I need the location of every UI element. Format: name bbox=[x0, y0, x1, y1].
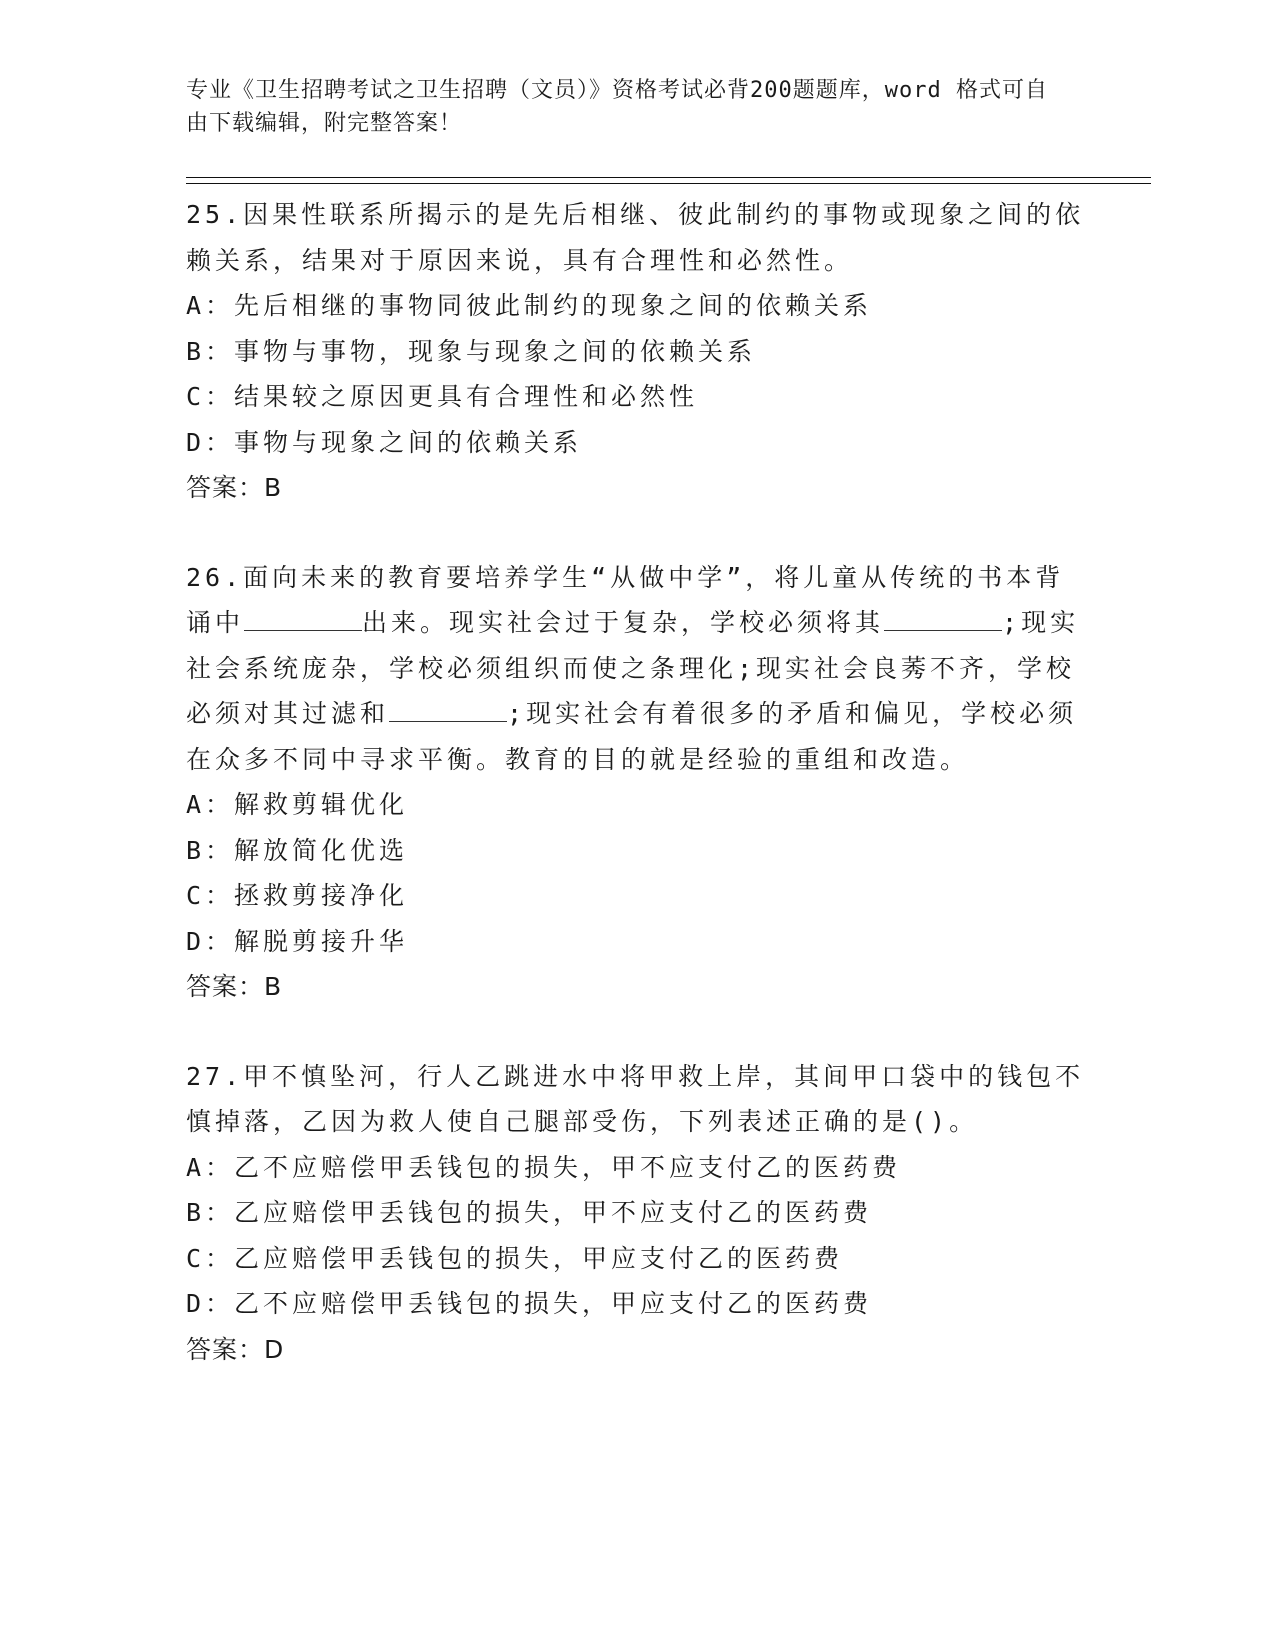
stem-part: ;现实社会有着很多的矛盾和偏见，学校必须在众多不同中寻求平衡。教育的目的就是经验的重组和改造。 bbox=[186, 699, 1078, 774]
document-header bbox=[186, 74, 1066, 140]
question-stem: 25.因果性联系所揭示的是先后相继、彼此制约的事物或现象之间的依赖关系，结果对于原因来说，具有合理性和必然性。 bbox=[186, 200, 1085, 275]
header-divider-bottom bbox=[186, 183, 1151, 184]
option-d: D：乙不应赔偿甲丢钱包的损失，甲应支付乙的医药费 bbox=[186, 1289, 873, 1318]
option-c: C：拯救剪接净化 bbox=[186, 881, 409, 910]
header-intro-text: 专业《卫生招聘考试之卫生招聘（文员）》资格考试必背200题题库，word 格式可自由下载编辑，附完整答案！ bbox=[186, 78, 1048, 136]
option-c: C：乙应赔偿甲丢钱包的损失，甲应支付乙的医药费 bbox=[186, 1243, 844, 1273]
question-26 bbox=[186, 555, 1086, 1010]
fill-blank bbox=[389, 697, 507, 722]
question-list bbox=[186, 192, 1086, 1416]
answer-label: 答案：D bbox=[186, 1334, 285, 1364]
fill-blank bbox=[884, 606, 1002, 631]
header-divider-top bbox=[186, 177, 1151, 178]
question-25 bbox=[186, 192, 1086, 511]
option-a: A：先后相继的事物同彼此制约的现象之间的依赖关系 bbox=[186, 291, 873, 320]
option-a: A：乙不应赔偿甲丢钱包的损失，甲不应支付乙的医药费 bbox=[186, 1152, 902, 1182]
answer-label: 答案：B bbox=[186, 972, 283, 1001]
option-a: A：解救剪辑优化 bbox=[186, 790, 409, 819]
answer-label: 答案：B bbox=[186, 473, 283, 502]
question-stem: 27.甲不慎坠河，行人乙跳进水中将甲救上岸，其间甲口袋中的钱包不慎掉落，乙因为救人使自己腿部受伤，下列表述正确的是()。 bbox=[186, 1061, 1085, 1136]
question-27 bbox=[186, 1054, 1086, 1373]
question-stem bbox=[186, 555, 1086, 783]
option-d: D：解脱剪接升华 bbox=[186, 926, 409, 956]
option-b: B：事物与事物，现象与现象之间的依赖关系 bbox=[186, 336, 757, 366]
option-c: C：结果较之原因更具有合理性和必然性 bbox=[186, 382, 699, 411]
option-b: B：乙应赔偿甲丢钱包的损失，甲不应支付乙的医药费 bbox=[186, 1198, 873, 1227]
stem-part: ;现实社会系统庞杂，学校必须组织而使之条理化;现实社会良莠不齐，学校必须对其过滤和 bbox=[186, 608, 1080, 728]
stem-part: 出来。现实社会过于复杂，学校必须将其 bbox=[362, 608, 885, 637]
option-d: D：事物与现象之间的依赖关系 bbox=[186, 427, 583, 457]
stem-part: 26.面向未来的教育要培养学生“从做中学”，将儿童从传统的书本背诵中 bbox=[186, 562, 1065, 637]
option-b: B：解放简化优选 bbox=[186, 835, 409, 865]
fill-blank bbox=[244, 606, 362, 631]
